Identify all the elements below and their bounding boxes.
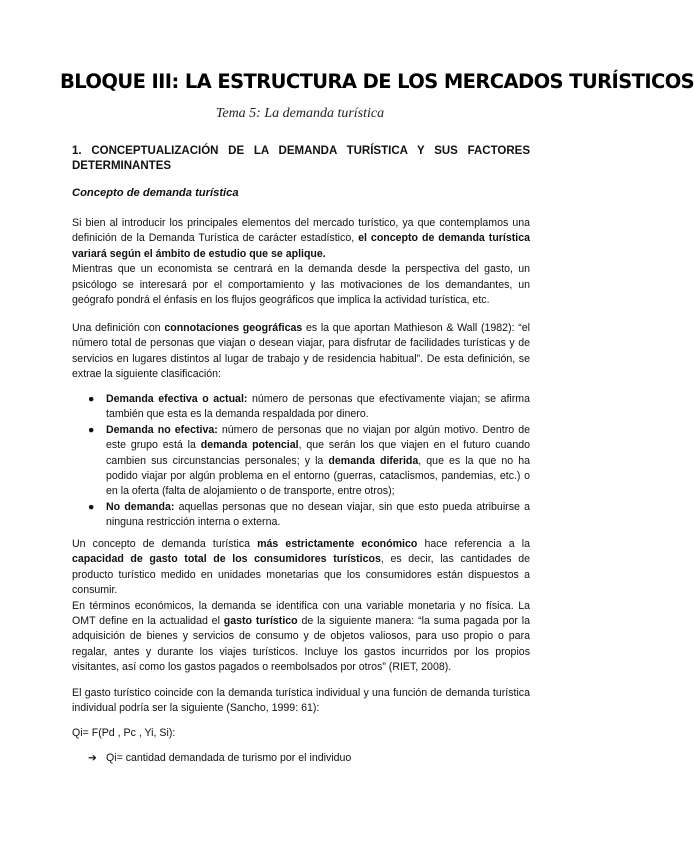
paragraph-5: El gasto turístico coincide con la demanda turística individual y una función de demanda turística individual podría ser la siguiente (Sancho, 1999: 61):: [72, 687, 530, 715]
paragraph-3: [72, 537, 530, 676]
demand-function-formula: Qi= F(Pd , Pc , Yi, Si):: [72, 727, 176, 739]
list-item-term-2: demanda potencial: [200, 439, 299, 452]
paragraph-3-bold-b: más estrictamente económico: [257, 538, 418, 550]
paragraph-1-text-c: Mientras que un economista se centrará en la demanda desde la perspectiva del gasto, un psicólogo se interesará por el comportamiento y las motivaciones de los demandantes, un geógrafo pondrá el énfasis en los flujos geográficos que implica la actividad turística, etc.: [72, 263, 530, 307]
paragraph-2: [72, 321, 530, 383]
paragraph-3-text-a: Un concepto de demanda turística: [72, 538, 258, 550]
formula-variable-text: Qi= cantidad demandada de turismo por el individuo: [106, 752, 352, 764]
list-item: [86, 423, 530, 500]
sub-heading: Concepto de demanda turística: [72, 187, 239, 199]
list-item-text: número de personas que no viajan por algún motivo. Dentro de este grupo está la: [106, 423, 530, 452]
bullet-icon: ●: [88, 500, 95, 513]
paragraph-3-bold-d: capacidad de gasto total de los consumidores turísticos: [72, 553, 381, 566]
arrow-right-icon: ➔: [88, 752, 97, 764]
list-item-text: aquellas personas que no desean viajar, sin que esto pueda atribuirse a ninguna restricción interna o externa.: [106, 500, 530, 529]
bullet-icon: ●: [88, 393, 95, 405]
list-item: [86, 392, 530, 423]
paragraph-2-bold: connotaciones geográficas: [164, 322, 303, 334]
paragraph-4-text-c: de la siguiente manera: “la suma pagada por la adquisición de bienes y servicios de consumo y de objetos valiosos, para uso propio o para regalar, antes y durante los viajes turísticos. Incluye los gastos incurridos por los propios visitantes, así como los gastos pagados o reembolsados por otros” (RIET, 2008).: [72, 615, 530, 674]
paragraph-1: [72, 216, 530, 308]
paragraph-2-text-c: es la que aportan Mathieson & Wall (1982): “el número total de personas que viajan o desean viajar, para disfrutar de facilidades turísticas y de servicios en lugares distintos al lugar de trabajo y de residencia habitual”. De esta definición, se extrae la siguiente clasificación:: [72, 322, 530, 381]
paragraph-4-bold: gasto turístico: [223, 615, 298, 628]
list-item-term: Demanda efectiva o actual:: [106, 393, 248, 405]
paragraph-3-text-c: hace referencia a la: [417, 538, 530, 550]
bullet-icon: ●: [88, 423, 95, 436]
list-item-term-3: demanda diferida: [328, 454, 419, 467]
paragraph-1-bold: el concepto de demanda turística variará según el ámbito de estudio que se aplique.: [72, 232, 530, 260]
list-item-term: Demanda no efectiva:: [106, 423, 218, 436]
list-item-text-2: , que serán los que viajen en el futuro cuando cambien sus circunstancias personales; y la: [106, 439, 530, 467]
paragraph-2-text-a: Una definición con: [72, 322, 165, 334]
paragraph-4-text-a: En términos económicos, la demanda se identifica con una variable monetaria y no física. La OMT define en la actualidad el: [72, 599, 530, 628]
classification-list: [86, 392, 530, 531]
formula-variable-item: [88, 752, 351, 764]
paragraph-3-text-e: , es decir, las cantidades de producto turístico medido en unidades monetarias que los consumidores están dispuestos a consumir.: [72, 553, 530, 597]
section-heading: 1. CONCEPTUALIZACIÓN DE LA DEMANDA TURÍSTICA Y SUS FACTORES DETERMINANTES: [72, 145, 530, 172]
document-title: BLOQUE III: LA ESTRUCTURA DE LOS MERCADOS TURÍSTICOS: [60, 70, 694, 93]
list-item-text-3: , que es la que no ha podido viajar por algún problema en el entorno (guerras, cataclismos, pandemias, etc.) o en la oferta (falta de alojamiento o de transporte, entre otros);: [106, 454, 530, 498]
list-item-text: número de personas que efectivamente viajan; se afirma también que esta es la demanda respaldada por dinero.: [106, 393, 530, 421]
list-item: [86, 500, 530, 531]
paragraph-1-text-a: Si bien al introducir los principales elementos del mercado turístico, ya que contemplamos una definición de la Demanda Turística de carácter estadístico,: [72, 217, 530, 245]
list-item-term: No demanda:: [106, 500, 175, 513]
document-subtitle: Tema 5: La demanda turística: [215, 106, 385, 121]
